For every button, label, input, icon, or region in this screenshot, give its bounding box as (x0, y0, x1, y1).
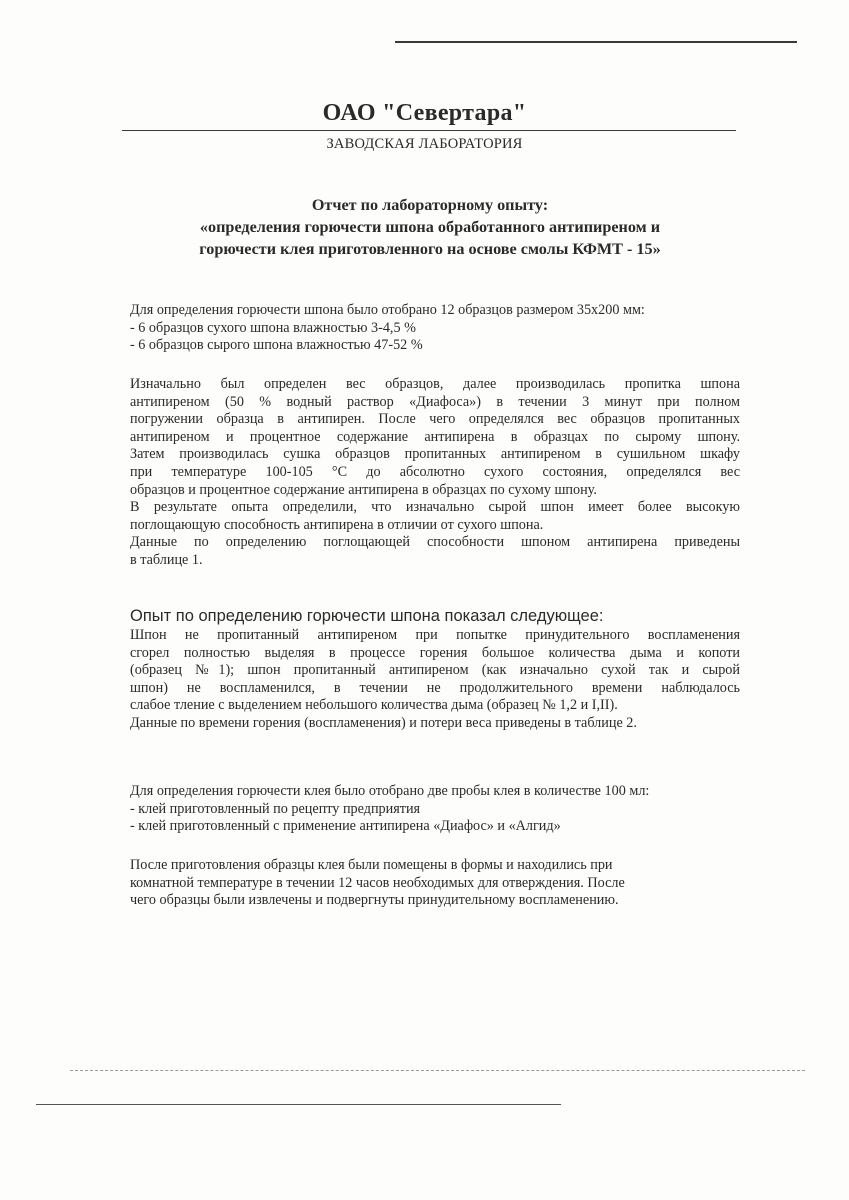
report-title-line: «определения горючести шпона обработанного антипиреном и (199, 218, 661, 236)
list-item: - 6 образцов сырого шпона влажностью 47-52 % (130, 337, 423, 354)
report-title-line: горючести клея приготовленного на основе смолы КФМТ - 15» (199, 240, 661, 258)
laboratory-name: ЗАВОДСКАЯ ЛАБОРАТОРИЯ (326, 136, 523, 152)
top-rule (395, 41, 797, 43)
text-line: комнатной температуре в течении 12 часов необходимых для отверждения. После (130, 874, 625, 891)
text-line: шпон) не воспламенился, в течении не продолжительного времени наблюдалось (130, 679, 740, 696)
text-line: В результате опыта определили, что изначально сырой шпон имеет более высокую (130, 499, 740, 516)
text-line: антипиреном и процентное содержание антипирена в образцах по сырому шпону. (130, 428, 740, 445)
report-title-line: Отчет по лабораторному опыту: (311, 196, 549, 214)
text-line: антипиреном (50 % водный раствор «Диафоса») в течении 3 минут при полном (130, 393, 740, 410)
list-item: - клей приготовленный с применение антипирена «Диафос» и «Алгид» (130, 818, 561, 835)
text-line: в таблице 1. (130, 551, 203, 568)
text-line: при температуре 100-105 °С до абсолютно сухого состояния, определялся вес (130, 463, 740, 480)
text-line: Изначально был определен вес образцов, далее производилась пропитка шпона (130, 376, 740, 392)
text-line: Для определения горючести шпона было отобрано 12 образцов размером 35х200 мм: (130, 302, 645, 318)
veneer-sampling-paragraph (130, 302, 740, 355)
results-paragraph (130, 627, 740, 733)
bottom-rule (36, 1104, 561, 1105)
text-line: слабое тление с выделением небольшого количества дыма (образец № 1,2 и I,II). (130, 697, 618, 714)
bottom-dashed-rule (70, 1070, 805, 1071)
text-line: чего образцы были извлечены и подвергнуты принудительному воспламенению. (130, 892, 619, 909)
text-line: образцов и процентное содержание антипирена в образцах по сухому шпону. (130, 481, 597, 498)
text-line: (образец №1); шпон пропитанный антипиреном (как изначально сухой так и сырой (130, 662, 740, 679)
list-item: - клей приготовленный по рецепту предприятия (130, 800, 421, 817)
text-line: Данные по определению поглощающей способности шпоном антипирена приведены (130, 534, 740, 551)
company-name: ОАО "Севертара" (322, 100, 527, 126)
text-line: После приготовления образцы клея были помещены в формы и находились при (130, 857, 613, 873)
glue-sampling-paragraph (130, 783, 740, 836)
text-line: Для определения горючести клея было отобрано две пробы клея в количестве 100 мл: (130, 783, 650, 799)
text-line: погружении образца в антипирен. После чего определялся вес образцов пропитанных (130, 411, 740, 428)
method-paragraph (130, 376, 740, 570)
text-line: поглощающую способность антипирена в отличии от сухого шпона. (130, 516, 544, 533)
text-line: Шпон не пропитанный антипиреном при попытке принудительного воспламенения (130, 627, 740, 643)
results-heading: Опыт по определению горючести шпона показал следующее: (130, 607, 604, 625)
header-rule (122, 130, 736, 131)
text-line: Затем производилась сушка образцов пропитанных антипиреном в сушильном шкафу (130, 446, 740, 463)
glue-method-paragraph (130, 857, 740, 910)
text-line: Данные по времени горения (воспламенения) и потери веса приведены в таблице 2. (130, 714, 637, 731)
list-item: - 6 образцов сухого шпона влажностью 3-4,5 % (130, 319, 416, 336)
report-title (110, 194, 750, 260)
text-line: сгорел полностью выделяя в процессе горения большое количества дыма и копоти (130, 644, 740, 661)
